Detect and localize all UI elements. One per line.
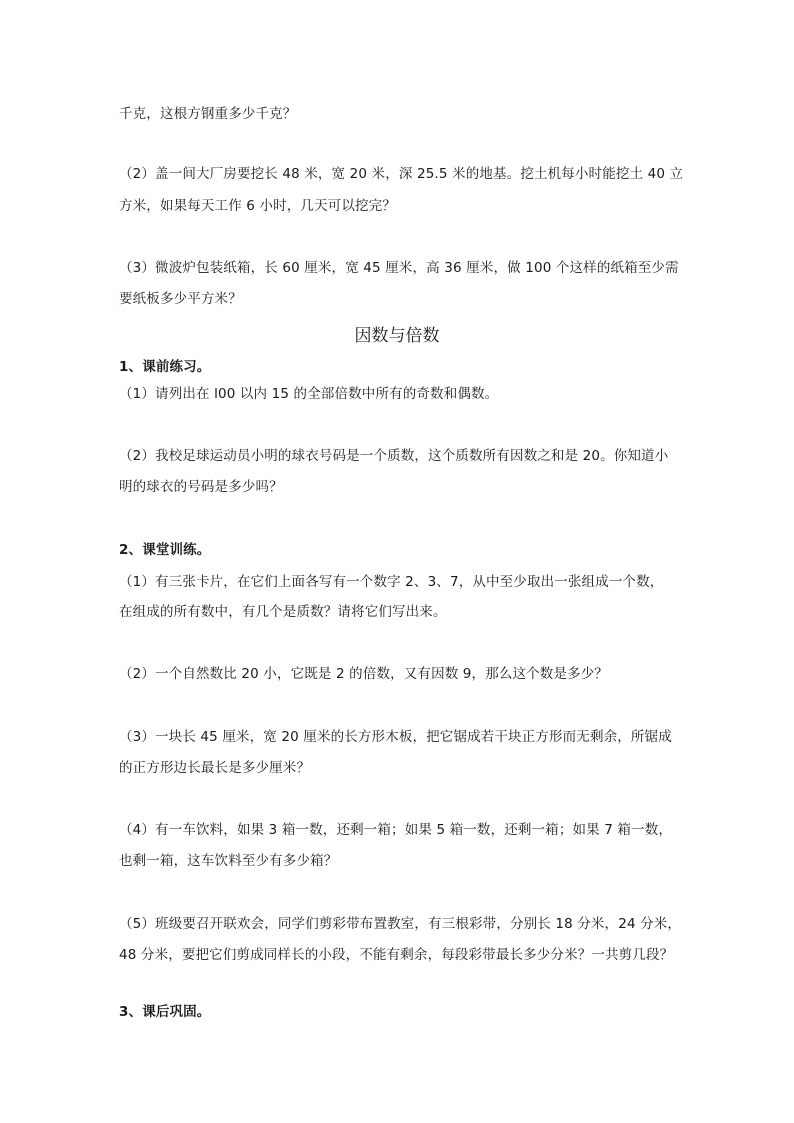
section-heading: 3、课后巩固。 (119, 1004, 211, 1020)
section-heading: 2、课堂训练。 (119, 542, 211, 558)
question-line: （1）有三张卡片，在它们上面各写有一个数字 2、3、7，从中至少取出一张组成一个数， (119, 574, 664, 590)
section-title: 因数与倍数 (354, 326, 440, 346)
question-line: 方米，如果每天工作 6 小时，几天可以挖完？ (119, 198, 396, 214)
question-line: （3）微波炉包装纸箱，长 60 厘米，宽 45 厘米，高 36 厘米，做 100 个这样的纸箱至少需 (119, 260, 679, 276)
question-line: 要纸板多少平方米？ (119, 291, 242, 307)
text-line: 千克，这根方钢重多少千克？ (119, 106, 297, 122)
section-heading: 1、课前练习。 (119, 359, 211, 375)
question-line: 48 分米，要把它们剪成同样长的小段，不能有剩余，每段彩带最长多少分米？一共剪几段？ (119, 947, 674, 963)
question-line: （2）一个自然数比 20 小，它既是 2 的倍数，又有因数 9，那么这个数是多少？ (119, 666, 609, 682)
question-line: （2）盖一间大厂房要挖长 48 米，宽 20 米，深 25.5 米的地基。挖土机每小时能挖土 40 立 (119, 166, 684, 182)
question-line: （2）我校足球运动员小明的球衣号码是一个质数，这个质数所有因数之和是 20。你知道小 (119, 448, 669, 464)
question-line: （4）有一车饮料，如果 3 箱一数，还剩一箱；如果 5 箱一数，还剩一箱；如果 7 箱一数， (119, 822, 673, 838)
question-line: 在组成的所有数中，有几个是质数？请将它们写出来。 (119, 604, 447, 620)
question-line: 也剩一箱，这车饮料至少有多少箱？ (119, 853, 338, 869)
question-line: （1）请列出在 l00 以内 15 的全部倍数中所有的奇数和偶数。 (119, 386, 499, 402)
question-line: （5）班级要召开联欢会，同学们剪彩带布置教室，有三根彩带，分别长 18 分米，24 分米， (119, 916, 682, 932)
question-line: 的正方形边长最长是多少厘米？ (119, 760, 311, 776)
question-line: 明的球衣的号码是多少吗？ (119, 479, 283, 495)
question-line: （3）一块长 45 厘米，宽 20 厘米的长方形木板，把它锯成若干块正方形而无剩余，所锯成 (119, 729, 672, 745)
